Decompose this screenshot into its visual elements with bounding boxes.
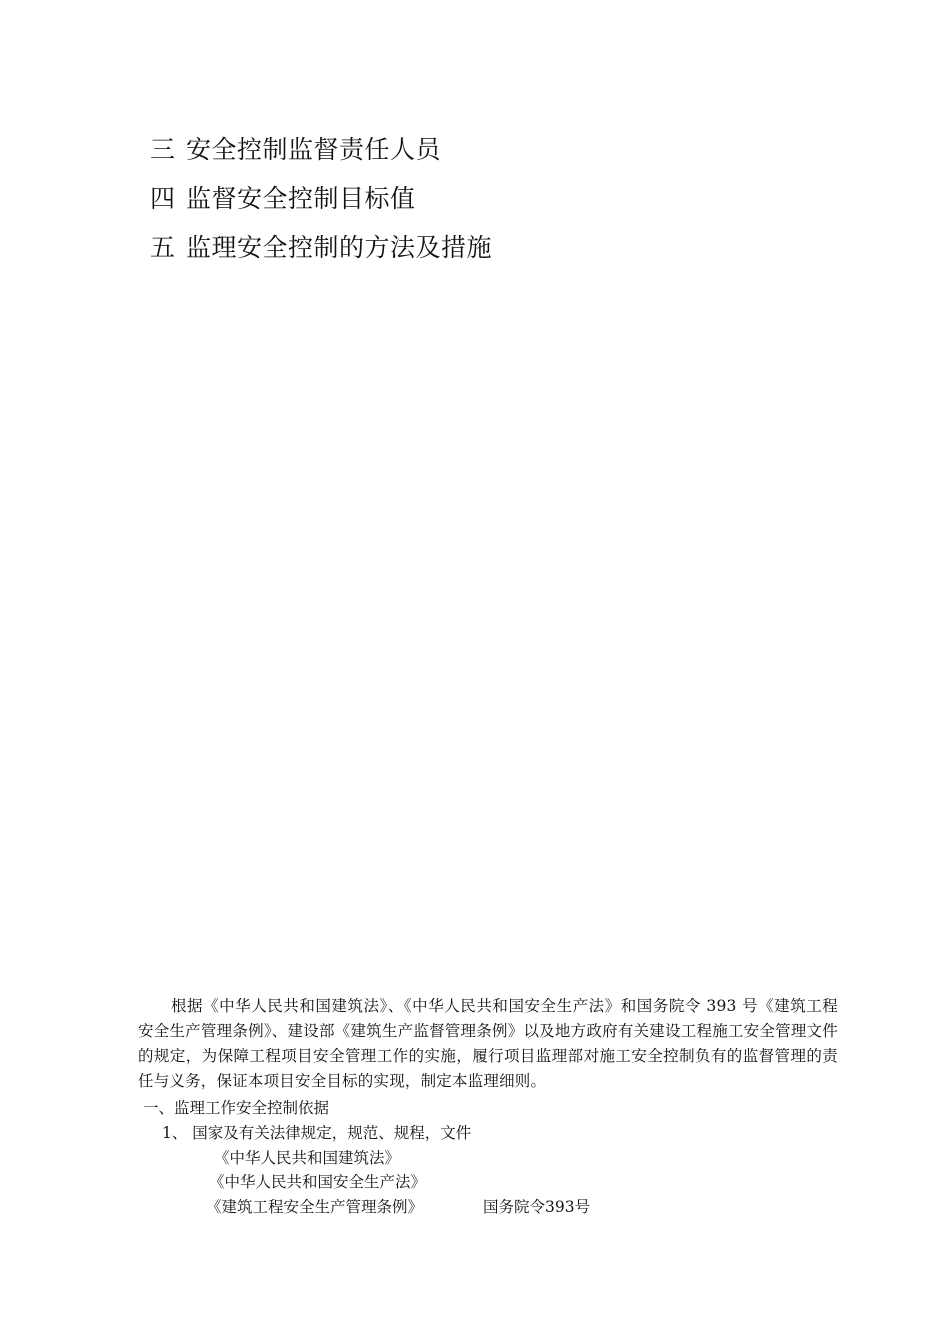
law-item xyxy=(206,1196,590,1218)
law-title: 《建筑工程安全生产管理条例》 xyxy=(206,1198,424,1216)
section-heading: 一、监理工作安全控制依据 xyxy=(143,1099,330,1117)
toc-item-number: 五 xyxy=(150,233,176,262)
toc-item-text: 监督安全控制目标值 xyxy=(186,184,416,213)
intro-paragraph: 根据《中华人民共和国建筑法》、《中华人民共和国安全生产法》和国务院令 393 号《建筑工程安全生产管理条例》、建设部《建筑生产监督管理条例》以及地方政府有关建设工程施工安全管理文件的规定，为保障工程项目安全管理工作的实施，履行项目监理部对施工安全控制负有的监督管理的责任与义务，保证本项目安全目标的实现，制定本监理细则。 xyxy=(138,997,838,1090)
toc-item-3 xyxy=(150,135,441,165)
toc-item-4 xyxy=(150,184,416,214)
law-title: 《中华人民共和国安全生产法》 xyxy=(209,1173,427,1191)
law-note: 国务院令393号 xyxy=(483,1198,591,1216)
toc-item-number: 三 xyxy=(150,135,176,164)
toc-item-5 xyxy=(150,233,492,263)
law-item xyxy=(214,1147,400,1169)
toc-item-text: 安全控制监督责任人员 xyxy=(186,135,442,164)
toc-item-number: 四 xyxy=(150,184,176,213)
law-item xyxy=(209,1171,426,1193)
law-title: 《中华人民共和国建筑法》 xyxy=(214,1149,401,1167)
subsection-heading: 1、 国家及有关法律规定，规范、规程，文件 xyxy=(162,1124,472,1142)
toc-item-text: 监理安全控制的方法及措施 xyxy=(186,233,493,262)
